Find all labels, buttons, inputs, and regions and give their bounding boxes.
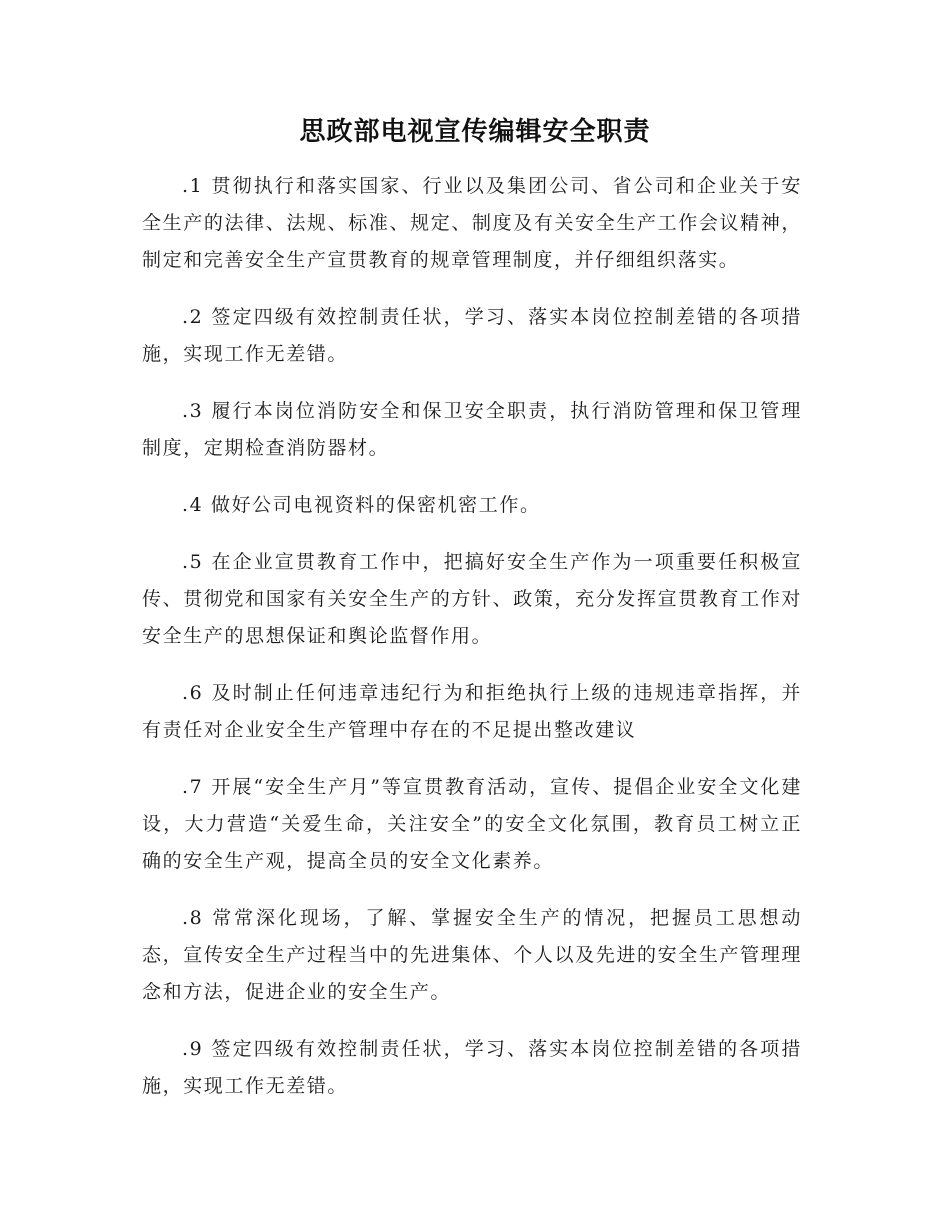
- clause-7: .7 开展“安全生产月”等宣贯教育活动，宣传、提倡企业安全文化建设，大力营造“关爱生命，关注安全”的安全文化氛围，教育员工树立正确的安全生产观，提高全员的安全文化素养。: [142, 776, 802, 872]
- clause-6: .6 及时制止任何违章违纪行为和拒绝执行上级的违规违章指挥，并有责任对企业安全生产管理中存在的不足提出整改建议: [142, 682, 802, 741]
- clause-1: .1 贯彻执行和落实国家、行业以及集团公司、省公司和企业关于安全生产的法律、法规、标准、规定、制度及有关安全生产工作会议精神，制定和完善安全生产宣贯教育的规章管理制度，并仔细组织落实。: [142, 175, 802, 271]
- clause-5: .5 在企业宣贯教育工作中，把搞好安全生产作为一项重要任积极宣传、贯彻党和国家有关安全生产的方针、政策，充分发挥宣贯教育工作对安全生产的思想保证和舆论监督作用。: [142, 551, 802, 647]
- clause-8: .8 常常深化现场，了解、掌握安全生产的情况，把握员工思想动态，宣传安全生产过程当中的先进集体、个人以及先进的安全生产管理理念和方法，促进企业的安全生产。: [142, 907, 802, 1003]
- clause-4: .4 做好公司电视资料的保密机密工作。: [182, 494, 541, 516]
- document-title: 思政部电视宣传编辑安全职责: [299, 117, 651, 147]
- clause-9: .9 签定四级有效控制责任状，学习、落实本岗位控制差错的各项措施，实现工作无差错。: [142, 1038, 802, 1097]
- document-body: [142, 168, 802, 1125]
- clause-3: .3 履行本岗位消防安全和保卫安全职责，执行消防管理和保卫管理制度，定期检查消防器材。: [142, 400, 802, 459]
- clause-2: .2 签定四级有效控制责任状，学习、落实本岗位控制差错的各项措施，实现工作无差错。: [142, 306, 802, 365]
